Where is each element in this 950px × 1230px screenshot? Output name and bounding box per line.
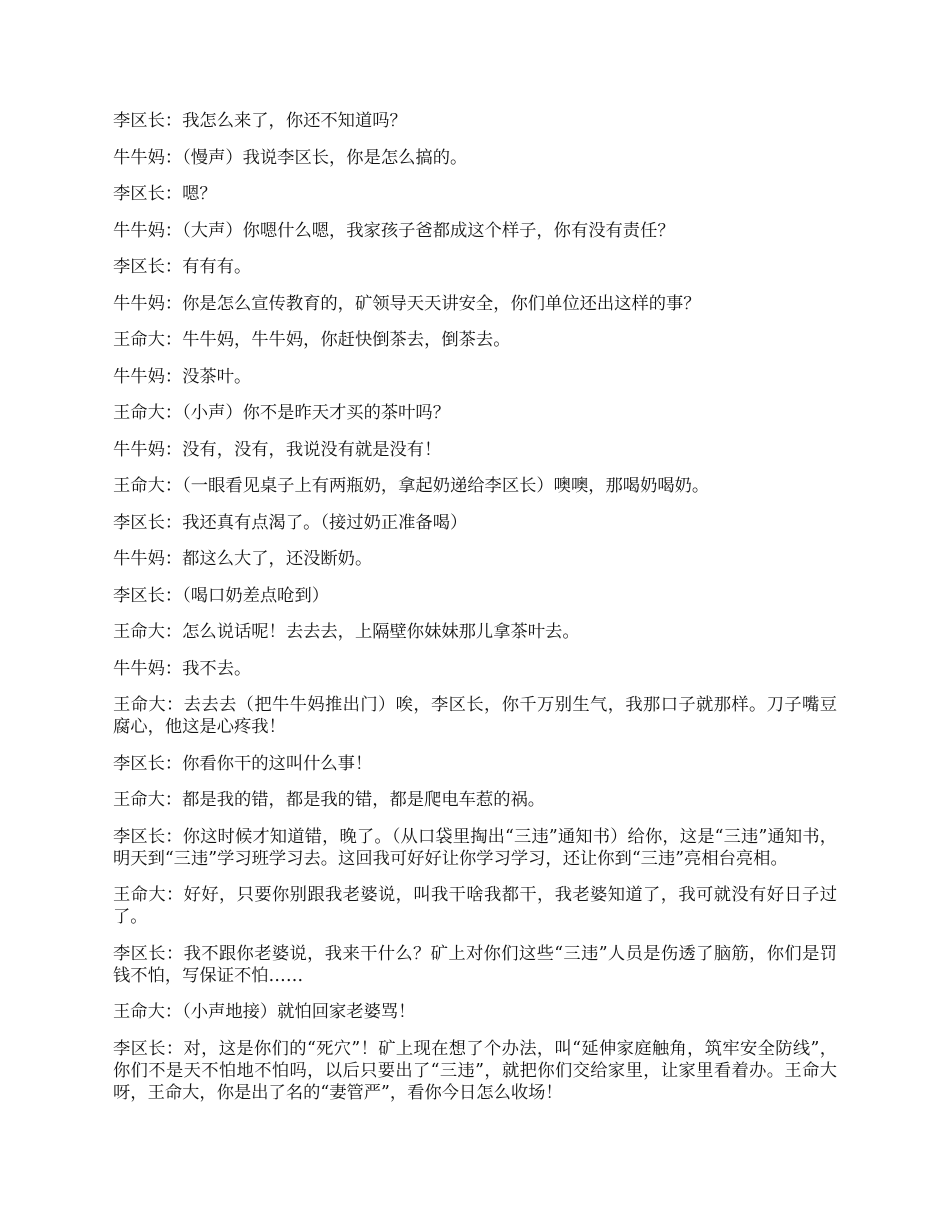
script-document <box>113 110 837 1118</box>
dialogue-line-2: 牛牛妈：（慢声）我说李区长，你是怎么搞的。 <box>113 147 468 168</box>
dialogue-line-22: 李区长：我不跟你老婆说，我来干什么？矿上对你们这些“三违”人员是伤透了脑筋，你们是罚钱不怕，写保证不怕…… <box>113 943 837 986</box>
dialogue-line-18: 李区长：你看你干的这叫什么事！ <box>113 753 373 774</box>
dialogue-line-16: 牛牛妈：我不去。 <box>113 658 252 679</box>
dialogue-line-21: 王命大：好好，只要你别跟我老婆说，叫我干啥我都干，我老婆知道了，我可就没有好日子过了。 <box>113 885 837 927</box>
dialogue-line-12: 李区长：我还真有点渴了。（接过奶正准备喝） <box>113 512 468 533</box>
dialogue-line-24: 李区长：对，这是你们的“死穴”！矿上现在想了个办法，叫“延伸家庭触角，筑牢安全防线”，你们不是天不怕地不怕吗，以后只要出了“三违”，就把你们交给家里，让家里看着办。王命大呀，王命大，你是出了名的“妻管严”，看你今日怎么收场！ <box>113 1038 837 1103</box>
dialogue-line-9: 王命大：（小声）你不是昨天才买的茶叶吗？ <box>113 403 450 423</box>
dialogue-line-10: 牛牛妈：没有，没有，我说没有就是没有！ <box>113 439 442 460</box>
dialogue-line-5: 李区长：有有有。 <box>113 257 252 277</box>
dialogue-line-8: 牛牛妈：没茶叶。 <box>113 366 252 387</box>
dialogue-line-6: 牛牛妈：你是怎么宣传教育的，矿领导天天讲安全，你们单位还出这样的事？ <box>113 293 701 314</box>
dialogue-line-11: 王命大：（一眼看见桌子上有两瓶奶，拿起奶递给李区长）噢噢，那喝奶喝奶。 <box>113 476 710 496</box>
dialogue-line-15: 王命大：怎么说话呢！去去去，上隔壁你妹妹那儿拿茶叶去。 <box>113 622 580 642</box>
dialogue-line-14: 李区长：（喝口奶差点呛到） <box>113 585 330 606</box>
dialogue-line-17: 王命大：去去去（把牛牛妈推出门）唉，李区长，你千万别生气，我那口子就那样。刀子嘴豆腐心，他这是心疼我！ <box>113 695 837 737</box>
dialogue-line-7: 王命大：牛牛妈，牛牛妈，你赶快倒茶去，倒茶去。 <box>113 330 511 350</box>
dialogue-line-23: 王命大：（小声地接）就怕回家老婆骂！ <box>113 1002 416 1022</box>
dialogue-line-1: 李区长：我怎么来了，你还不知道吗？ <box>113 111 407 131</box>
dialogue-line-4: 牛牛妈：（大声）你嗯什么嗯，我家孩子爸都成这个样子，你有没有责任？ <box>113 220 675 241</box>
dialogue-line-19: 王命大：都是我的错，都是我的错，都是爬电车惹的祸。 <box>113 790 546 810</box>
dialogue-line-3: 李区长：嗯？ <box>113 184 217 204</box>
dialogue-line-20: 李区长：你这时候才知道错，晚了。（从口袋里掏出“三违”通知书）给你，这是“三违”通知书，明天到“三违”学习班学习去。这回我可好好让你学习学习，还让你到“三违”亮相台亮相。 <box>113 826 837 869</box>
dialogue-line-13: 牛牛妈：都这么大了，还没断奶。 <box>113 549 373 569</box>
